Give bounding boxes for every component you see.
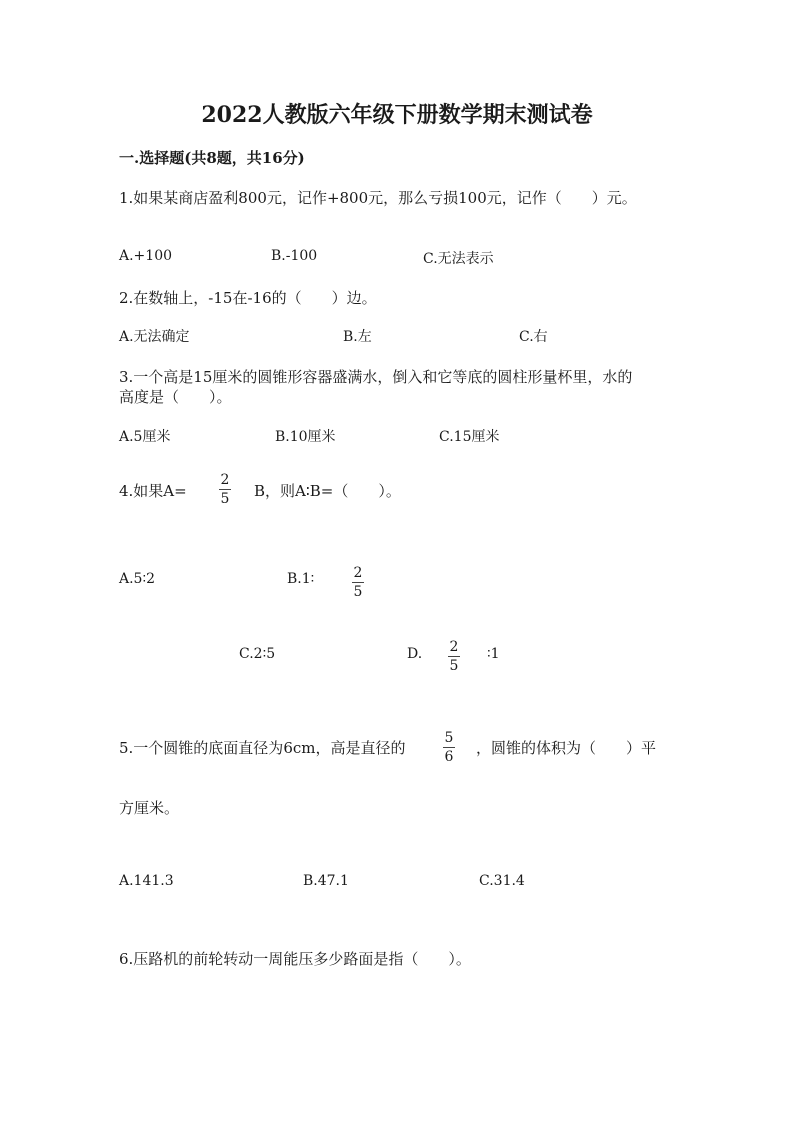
fraction-numerator: 2 [353, 565, 363, 581]
question-4-option-d-fraction [448, 639, 460, 674]
fraction-denominator: 6 [444, 749, 454, 765]
question-4-option-a: A.5∶2 [119, 571, 156, 587]
question-3-text-line-1: 3.一个高是15厘米的圆锥形容器盛满水，倒入和它等底的圆柱形量杯里，水的 [119, 368, 633, 386]
section-heading: 一.选择题(共8题，共16分) [119, 149, 305, 167]
question-3-text-line-2: 高度是（ ）。 [119, 388, 232, 406]
question-4-option-c: C.2∶5 [239, 646, 276, 662]
question-2-option-a: A.无法确定 [119, 329, 190, 345]
question-1-option-b: B.-100 [271, 248, 318, 264]
question-5-text-part-1: 5.一个圆锥的底面直径为6cm，高是直径的 [119, 739, 406, 757]
question-3-option-a: A.5厘米 [119, 429, 171, 445]
question-5-option-b: B.47.1 [303, 873, 349, 889]
fraction-denominator: 5 [449, 658, 459, 674]
question-1-option-c: C.无法表示 [423, 251, 494, 267]
question-4-text-part-1: 4.如果A= [119, 482, 187, 500]
question-5-text-line-2: 方厘米。 [119, 799, 180, 817]
question-4-option-d-suffix: ∶1 [487, 646, 500, 662]
question-1-text: 1.如果某商店盈利800元，记作+800元，那么亏损100元，记作（ ）元。 [119, 189, 637, 207]
question-2-text: 2.在数轴上，-15在-16的（ ）边。 [119, 289, 377, 307]
question-6-text: 6.压路机的前轮转动一周能压多少路面是指（ ）。 [119, 950, 471, 968]
question-5-option-c: C.31.4 [479, 873, 525, 889]
page-title: 2022人教版六年级下册数学期末测试卷 [201, 102, 593, 128]
fraction-denominator: 5 [353, 584, 363, 600]
question-1-option-a: A.+100 [119, 248, 173, 264]
question-4-option-d-prefix: D. [407, 646, 423, 662]
fraction-numerator: 2 [449, 639, 459, 655]
fraction-bar [443, 747, 455, 748]
question-4-text-part-2: B，则A∶B=（ ）。 [254, 482, 401, 500]
fraction-numerator: 2 [220, 472, 230, 488]
fraction-bar [219, 489, 231, 490]
fraction-bar [352, 582, 364, 583]
question-5-option-a: A.141.3 [119, 873, 174, 889]
question-4-option-b-prefix: B.1∶ [287, 571, 315, 587]
question-5-fraction [443, 730, 455, 765]
question-2-option-b: B.左 [343, 329, 372, 345]
fraction-denominator: 5 [220, 491, 230, 507]
question-3-option-c: C.15厘米 [439, 429, 500, 445]
question-4-fraction [219, 472, 231, 507]
question-4-option-b-fraction [352, 565, 364, 600]
fraction-numerator: 5 [444, 730, 454, 746]
question-2-option-c: C.右 [519, 329, 548, 345]
question-3-option-b: B.10厘米 [275, 429, 336, 445]
fraction-bar [448, 656, 460, 657]
question-5-text-part-2: ，圆锥的体积为（ ）平 [476, 739, 657, 757]
